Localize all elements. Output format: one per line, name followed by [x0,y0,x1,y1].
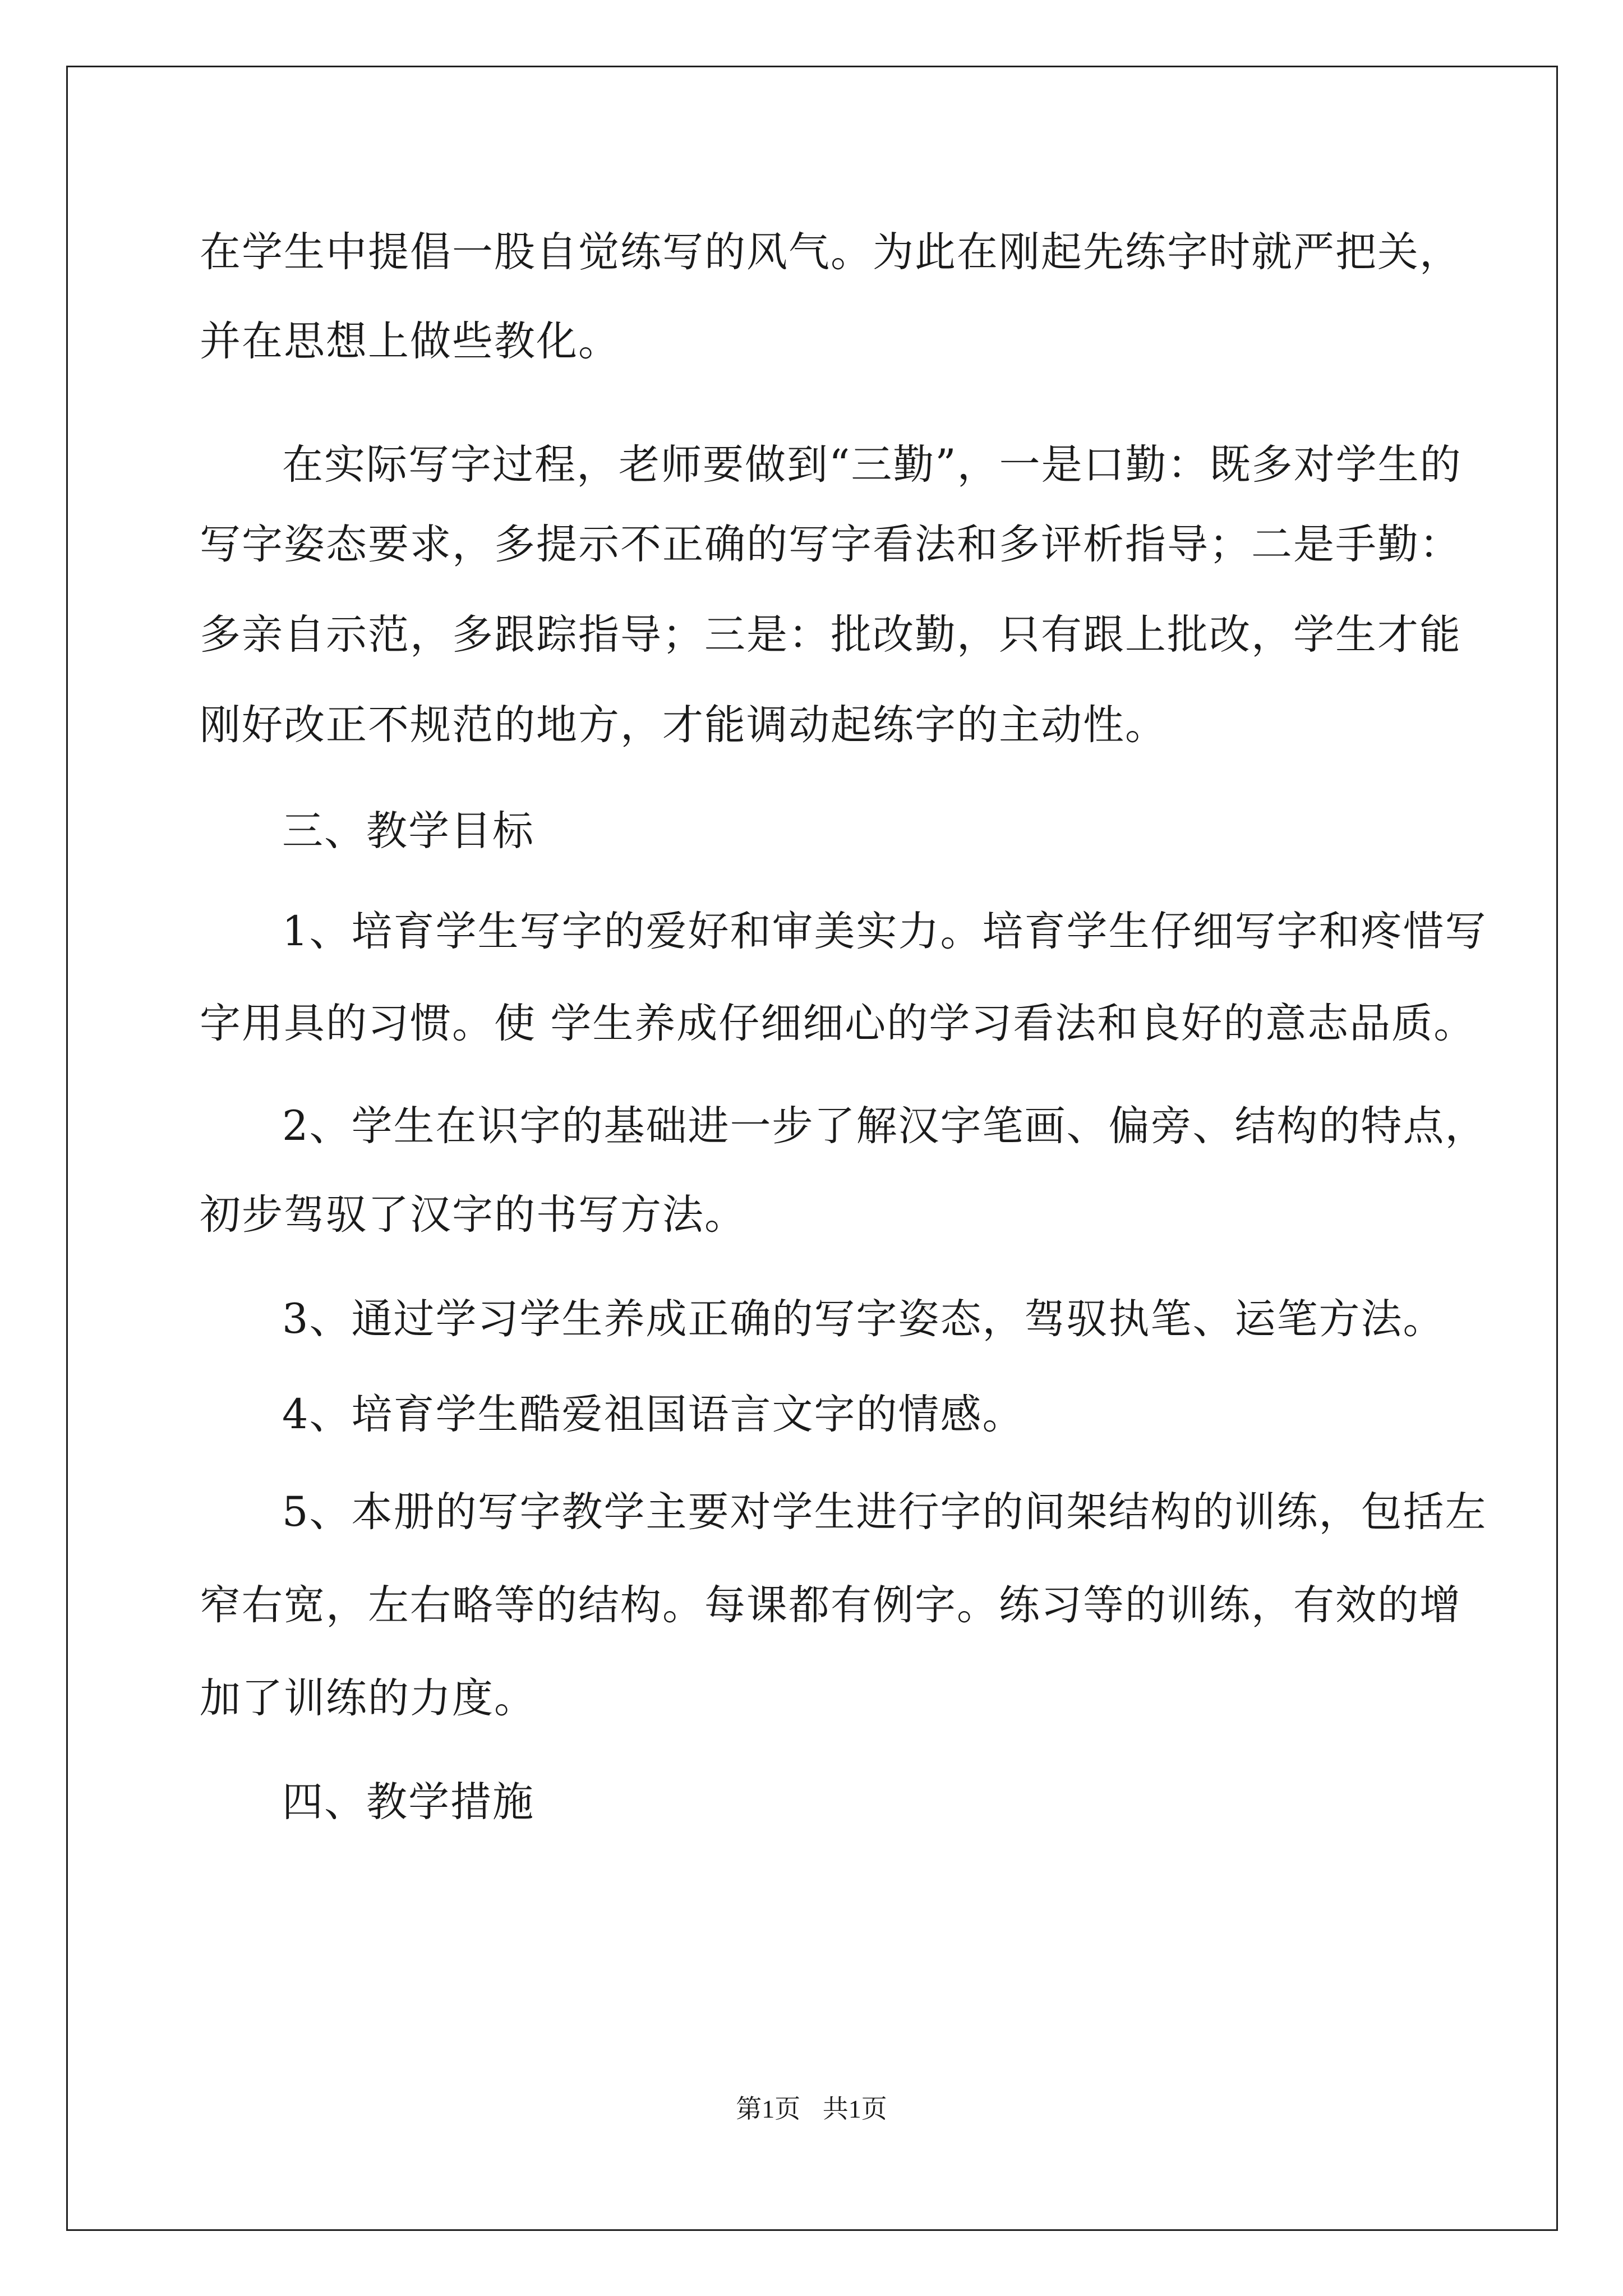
text-line: 4、培育学生酷爱祖国语言文字的情感。 [282,1391,1025,1438]
text-line: 写字姿态要求，多提示不正确的写字看法和多评析指导；二是手勤： [200,521,1461,568]
text-line: 在学生中提倡一股自觉练写的风气。为此在刚起先练字时就严把关， [200,228,1461,276]
text-line: 5、本册的写字教学主要对学生进行字的间架结构的训练，包括左 [282,1488,1487,1536]
text-line: 2、学生在识字的基础进一步了解汉字笔画、偏旁、结构的特点， [282,1102,1487,1150]
text-line: 初步驾驭了汉字的书写方法。 [200,1191,746,1239]
text-line: 在实际写字过程，老师要做到“三勤”，一是口勤：既多对学生的 [282,441,1462,489]
text-line: 1、培育学生写字的爱好和审美实力。培育学生仔细写字和疼惜写 [282,908,1487,955]
section-heading: 三、教学目标 [282,807,534,855]
text-line: 3、通过学习学生养成正确的写字姿态，驾驭执笔、运笔方法。 [282,1295,1445,1343]
page-total: 共1页 [822,2095,887,2123]
text-line: 并在思想上做些教化。 [200,318,620,365]
text-line: 加了训练的力度。 [200,1674,536,1722]
text-line: 窄右宽，左右略等的结构。每课都有例字。练习等的训练，有效的增 [200,1581,1461,1629]
text-line: 刚好改正不规范的地方，才能调动起练字的主动性。 [200,701,1167,749]
page-footer [0,2092,1623,2126]
text-line: 字用具的习惯。使 学生养成仔细细心的学习看法和良好的意志品质。 [200,1000,1476,1047]
section-heading: 四、教学措施 [282,1778,534,1826]
text-line: 多亲自示范，多跟踪指导；三是：批改勤，只有跟上批改，学生才能 [200,611,1461,659]
page-number: 第1页 [736,2095,801,2123]
